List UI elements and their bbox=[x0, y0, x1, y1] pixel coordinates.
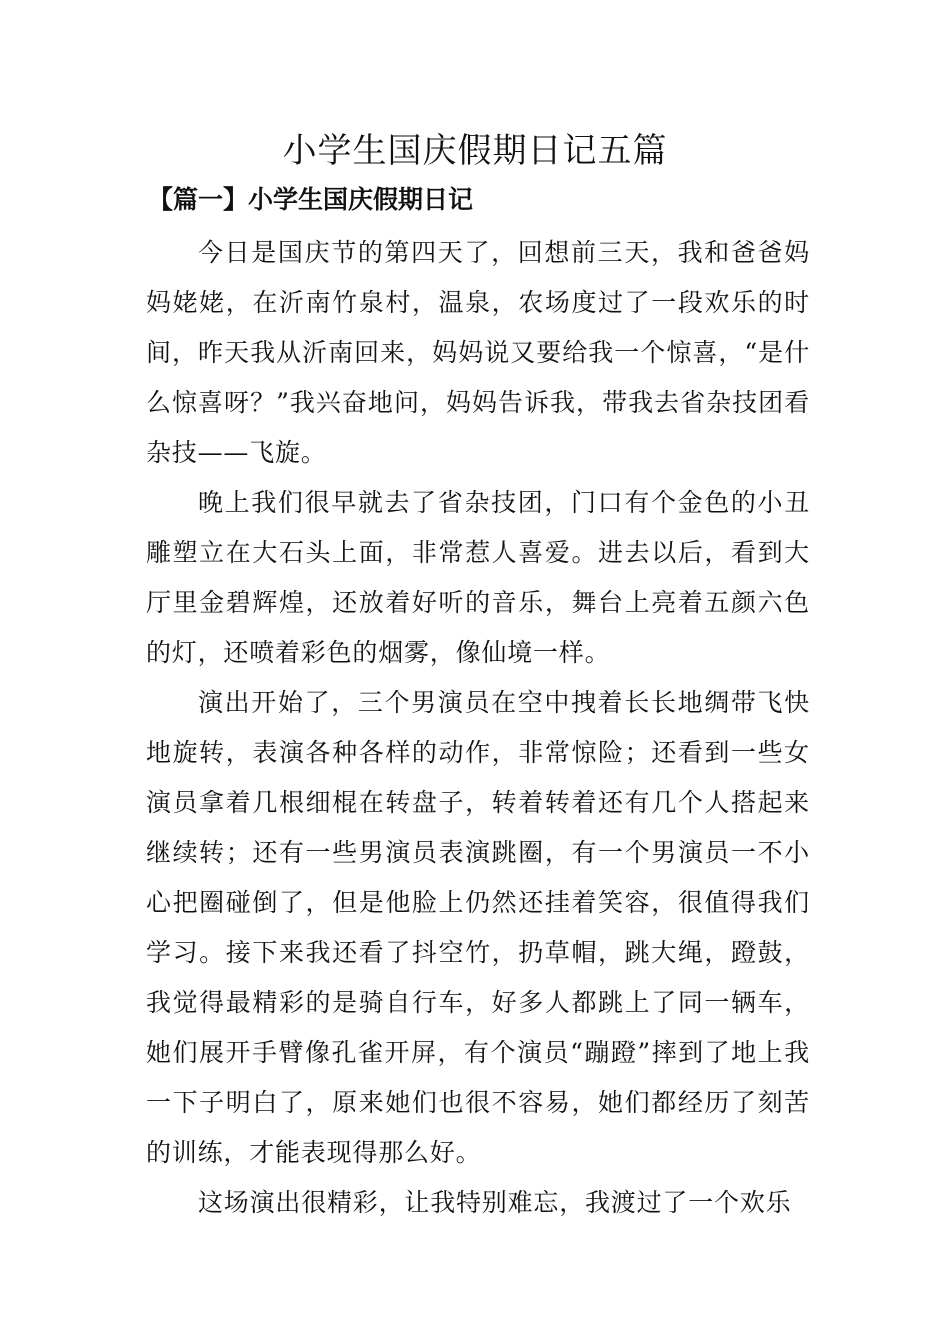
diary-body bbox=[146, 228, 810, 1228]
paragraph-4: 这场演出很精彩，让我特别难忘，我渡过了一个欢乐 bbox=[198, 1188, 792, 1217]
paragraph-1: 今日是国庆节的第四天了，回想前三天，我和爸爸妈妈姥姥，在沂南竹泉村，温泉，农场度过了一段欢乐的时间，昨天我从沂南回来，妈妈说又要给我一个惊喜，“是什么惊喜呀？”我兴奋地问，妈妈告诉我，带我去省杂技团看杂技——飞旋。 bbox=[146, 238, 810, 467]
paragraph-2: 晚上我们很早就去了省杂技团，门口有个金色的小丑雕塑立在大石头上面，非常惹人喜爱。进去以后，看到大厅里金碧辉煌，还放着好听的音乐，舞台上亮着五颜六色的灯，还喷着彩色的烟雾，像仙境一样。 bbox=[146, 488, 810, 667]
section-heading: 【篇一】小学生国庆假期日记 bbox=[148, 185, 474, 214]
paragraph-3: 演出开始了，三个男演员在空中拽着长长地绸带飞快地旋转，表演各种各样的动作，非常惊险；还看到一些女演员拿着几根细棍在转盘子，转着转着还有几个人搭起来继续转；还有一些男演员表演跳圈，有一个男演员一不小心把圈碰倒了，但是他脸上仍然还挂着笑容，很值得我们学习。接下来我还看了抖空竹，扔草帽，跳大绳，蹬鼓，我觉得最精彩的是骑自行车，好多人都跳上了同一辆车，她们展开手臂像孔雀开屏，有个演员“蹦蹬”摔到了地上我一下子明白了，原来她们也很不容易，她们都经历了刻苦的训练，才能表现得那么好。 bbox=[146, 688, 810, 1167]
document-title: 小学生国庆假期日记五篇 bbox=[282, 131, 668, 171]
